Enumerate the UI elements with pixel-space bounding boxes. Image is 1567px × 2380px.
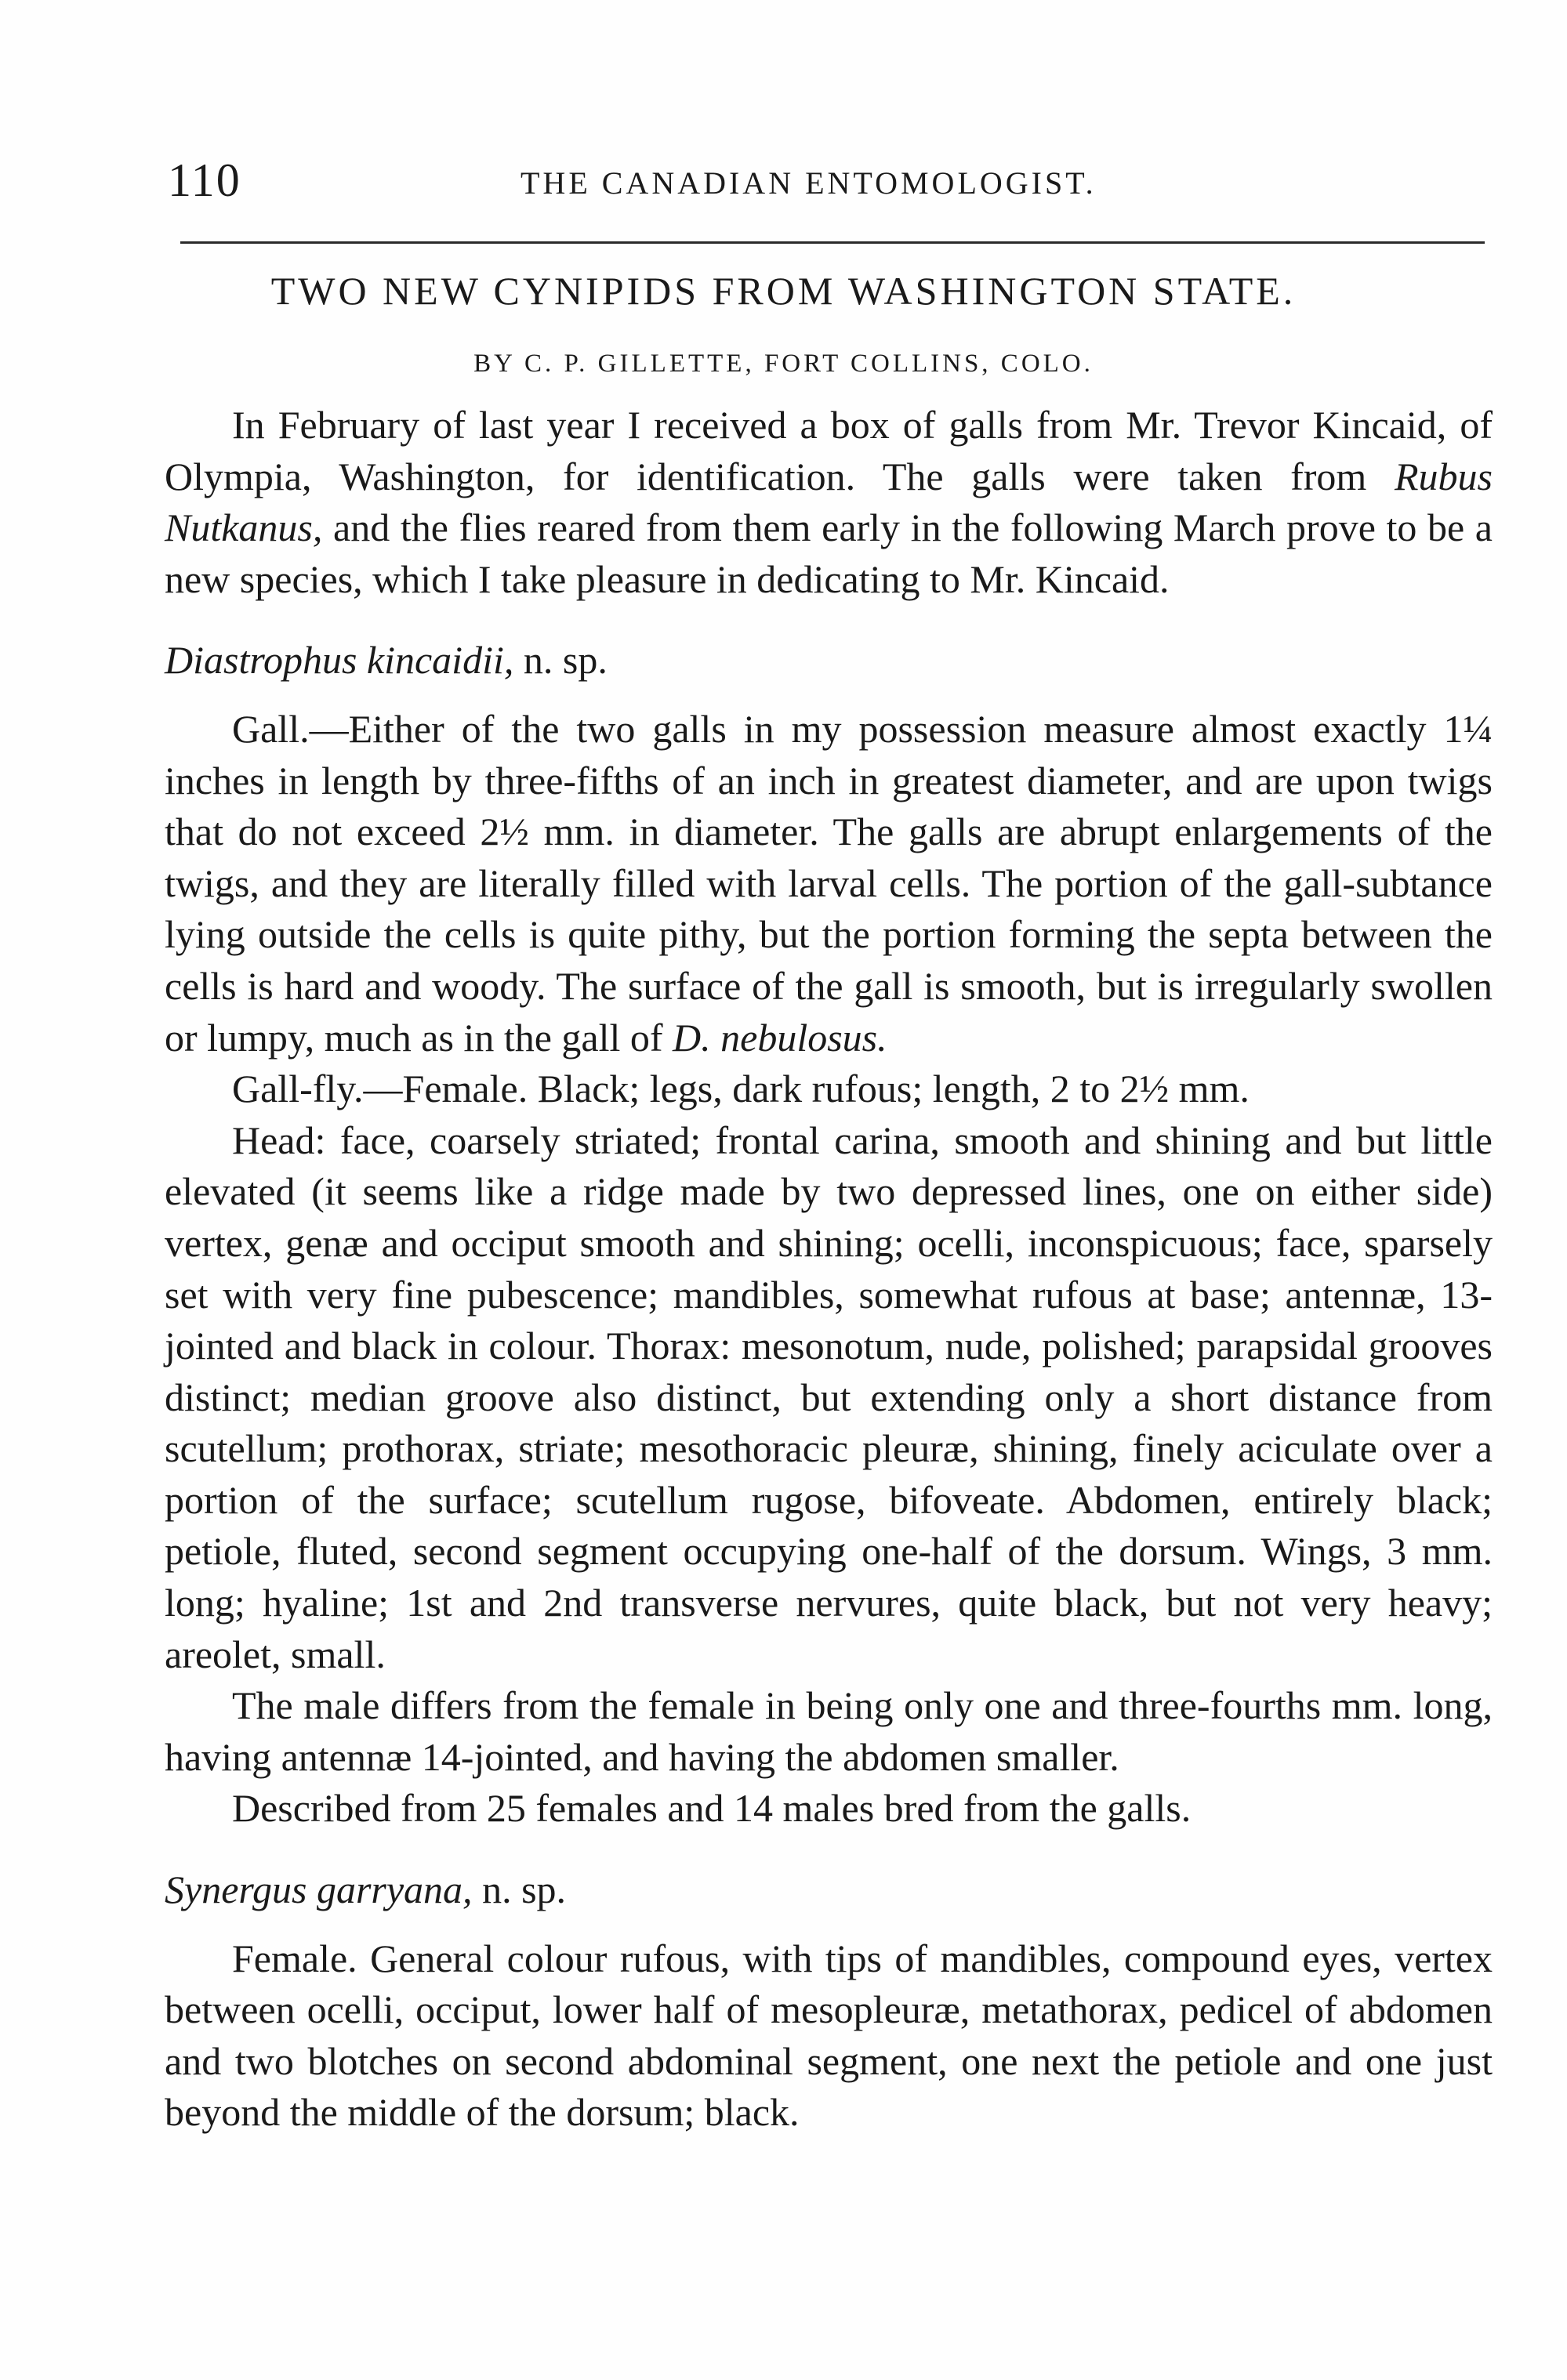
species-heading-diastrophus <box>165 635 1493 686</box>
gall-text: Gall.—Either of the two galls in my possession measure almost exactly 1¼ inches in length by three-fifths of an inch in greatest diameter, and are upon twigs that do not exceed 2½ mm. in diameter. The galls are abrupt enlargements of the twigs, and they are literally filled with larval cells. The portion of the gall-subtance lying outside the cells is quite pithy, but the portion forming the septa between the cells is hard and woody. The surface of the gall is smooth, but is irregularly swollen or lumpy, much as in the gall of <box>165 706 1493 1060</box>
intro-text-1: In February of last year I received a box of galls from Mr. Trevor Kincaid, of Olympia, Washington, for identification. The galls were taken from <box>165 403 1493 498</box>
host-plant-name: Rubus Nutkanus, <box>165 454 1493 550</box>
running-head <box>168 154 1485 208</box>
intro-paragraph <box>165 400 1493 605</box>
journal-title: THE CANADIAN ENTOMOLOGIST. <box>521 165 1097 201</box>
header-rule <box>180 241 1485 244</box>
article-title: TWO NEW CYNIPIDS FROM WASHINGTON STATE. <box>270 269 1297 313</box>
article-body <box>165 400 1493 2139</box>
species-heading-synergus <box>165 1864 1493 1916</box>
material-examined: Described from 25 females and 14 males bred from the galls. <box>232 1786 1192 1831</box>
page-number: 110 <box>168 154 241 206</box>
article-byline: BY C. P. GILLETTE, FORT COLLINS, COLO. <box>473 350 1094 378</box>
gall-fly-description: Gall-fly.—Female. Black; legs, dark rufous; length, 2 to 2½ mm. <box>232 1067 1250 1111</box>
species-name-synergus: Synergus garryana, <box>165 1867 473 1912</box>
intro-text-2: and the flies reared from them early in the following March prove to be a new species, which I take pleasure in dedicating to Mr. Kincaid. <box>165 505 1493 601</box>
species-name-diastrophus: Diastrophus kincaidii, <box>165 638 514 683</box>
head-thorax-description: Head: face, coarsely striated; frontal carina, smooth and shining and but little elevated (it seems like a ridge made by two depressed lines, one on either side) vertex, genæ and occiput smooth and shining; ocelli, inconspicuous; face, sparsely set with very fine pubescence; mandibles, somewhat rufous at base; antennæ, 13-jointed and black in colour. Thorax: mesonotum, nude, polished; parapsidal grooves distinct; median groove also distinct, but extending only a short distance from scutellum; prothorax, striate; mesothoracic pleuræ, shining, finely aciculate over a portion of the surface; scutellum rugose, bifoveate. Abdomen, entirely black; petiole, fluted, second segment occupying one-half of the dorsum. Wings, 3 mm. long; hyaline; 1st and 2nd transverse nervures, quite black, but not very heavy; areolet, small. <box>165 1118 1493 1676</box>
gall-reference-species: D. nebulosus. <box>673 1015 887 1060</box>
synergus-female-description: Female. General colour rufous, with tips of mandibles, compound eyes, vertex between ocelli, occiput, lower half of mesopleuræ, metathorax, pedicel of abdomen and two blotches on second abdominal segment, one next the petiole and one just beyond the middle of the dorsum; black. <box>165 1936 1493 2135</box>
species-status: n. sp. <box>523 638 608 683</box>
gall-description <box>165 704 1493 1063</box>
male-description: The male differs from the female in being only one and three-fourths mm. long, having antennæ 14-jointed, and having the abdomen smaller. <box>165 1683 1493 1779</box>
species-status: n. sp. <box>482 1867 567 1912</box>
